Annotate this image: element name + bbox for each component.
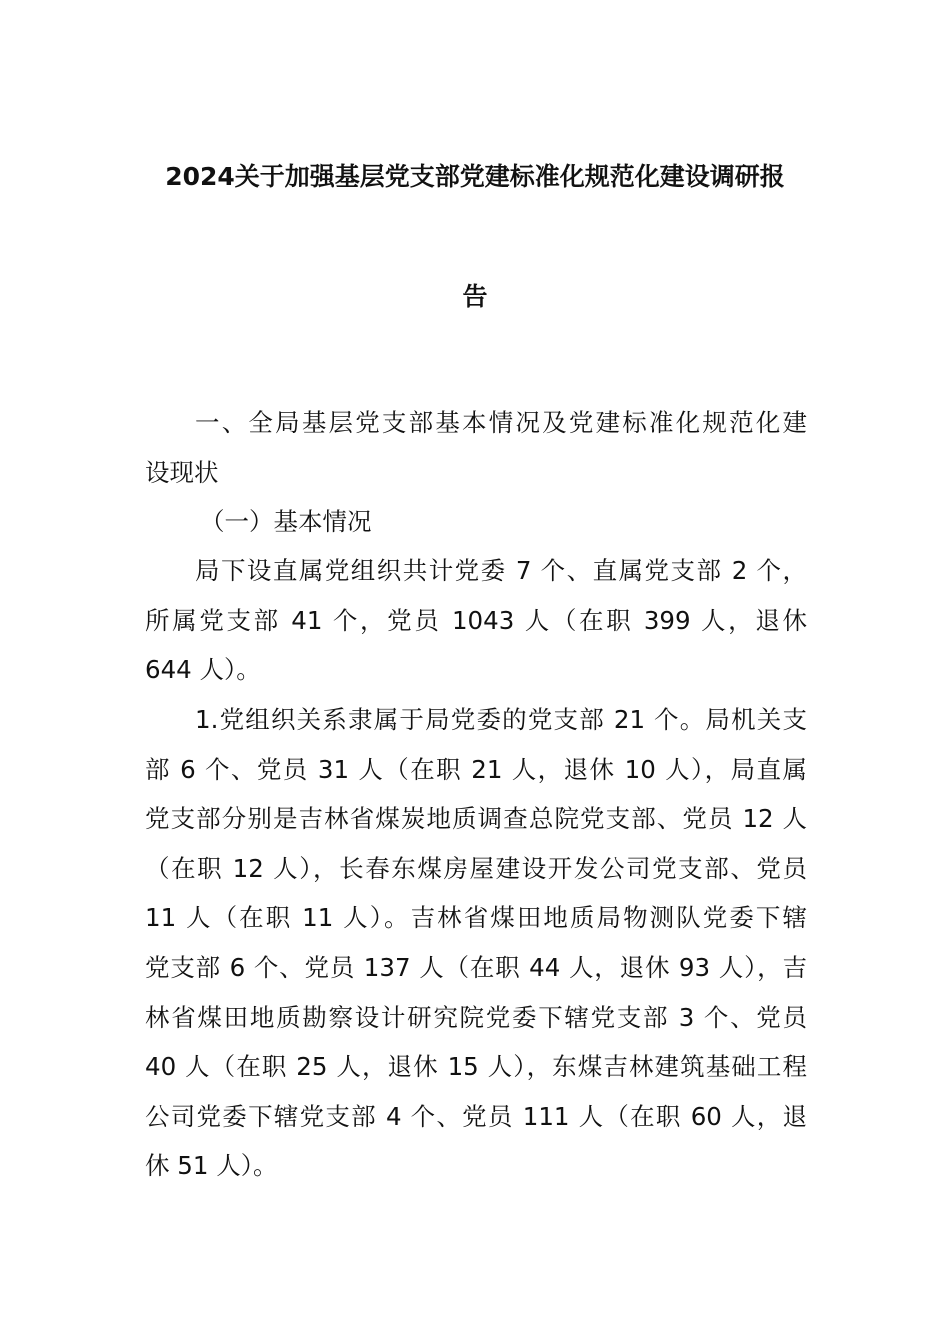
- section1-heading-line: 设现状: [145, 457, 219, 487]
- paragraph-line: 党支部分别是吉林省煤炭地质调查总院党支部、党员 12 人: [145, 804, 807, 834]
- paragraph-line: 所属党支部 41 个，党员 1043 人（在职 399 人，退休: [145, 605, 807, 635]
- paragraph-2: [145, 695, 807, 1191]
- paragraph-line: （在职 12 人），长春东煤房屋建设开发公司党支部、党员: [145, 853, 807, 883]
- section1-heading: [145, 398, 807, 497]
- section1-heading-line: 一、全局基层党支部基本情况及党建标准化规范化建: [195, 408, 807, 437]
- paragraph-line: 局下设直属党组织共计党委 7 个、直属党支部 2 个，: [195, 556, 807, 585]
- paragraph-line: 休 51 人）。: [145, 1151, 278, 1181]
- paragraph-line: 党支部 6 个、党员 137 人（在职 44 人，退休 93 人），吉: [145, 952, 807, 982]
- paragraph-line: 公司党委下辖党支部 4 个、党员 111 人（在职 60 人，退: [145, 1101, 807, 1131]
- subsection1-heading-line: （一）基本情况: [200, 507, 372, 536]
- paragraph-line: 644 人）。: [145, 655, 261, 685]
- paragraph-line: 林省煤田地质勘察设计研究院党委下辖党支部 3 个、党员: [145, 1002, 807, 1032]
- subsection1-heading: [145, 497, 807, 547]
- paragraph-line: 1.党组织关系隶属于局党委的党支部 21 个。局机关支: [195, 705, 807, 734]
- paragraph-line: 部 6 个、党员 31 人（在职 21 人，退休 10 人），局直属: [145, 754, 807, 784]
- paragraph-line: 40 人（在职 25 人，退休 15 人），东煤吉林建筑基础工程: [145, 1052, 807, 1082]
- document-title-line2: 告: [462, 282, 488, 311]
- paragraph-line: 11 人（在职 11 人）。吉林省煤田地质局物测队党委下辖: [145, 903, 807, 933]
- document-title-line1: 2024关于加强基层党支部党建标准化规范化建设调研报: [165, 162, 785, 191]
- paragraph-1: [145, 546, 807, 695]
